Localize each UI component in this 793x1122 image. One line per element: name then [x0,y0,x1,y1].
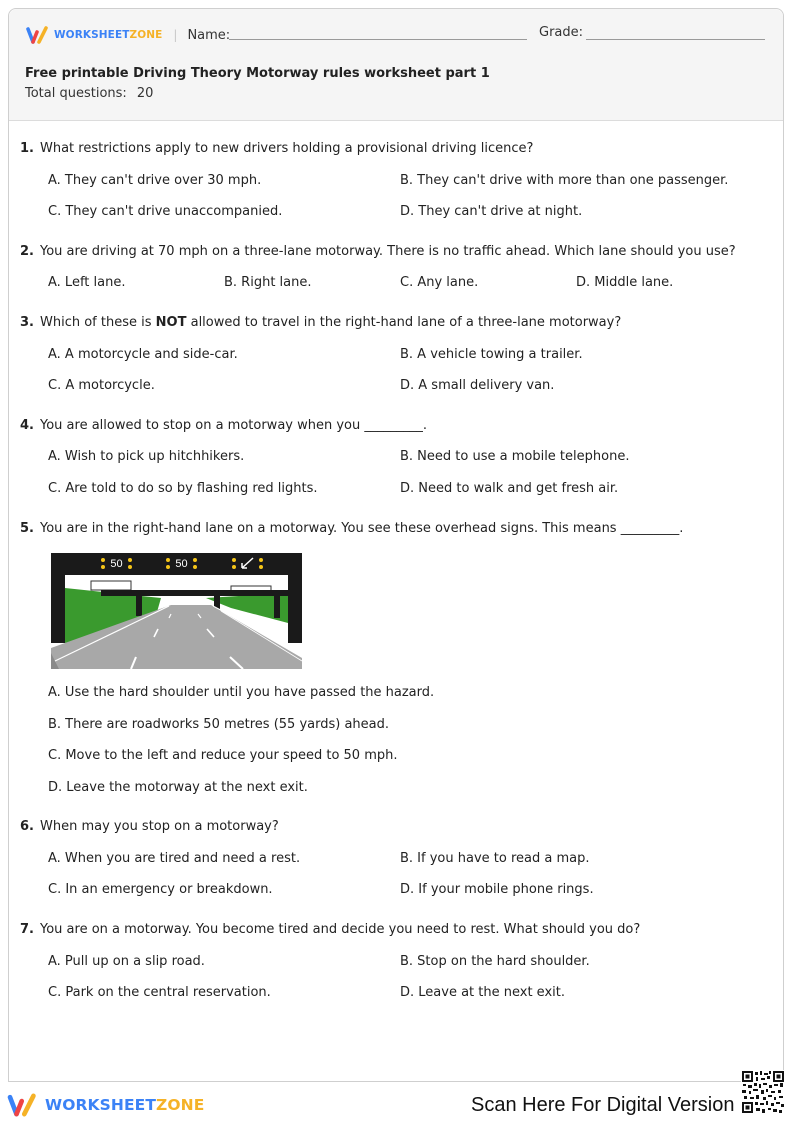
total-questions-value: 20 [136,86,154,101]
header-divider: | [173,28,178,42]
option-d[interactable]: D. Need to walk and get fresh air. [400,481,619,496]
option-c[interactable]: C. Move to the left and reduce your speed to 50 mph. [48,748,398,763]
option-a[interactable]: A. Wish to pick up hitchhikers. [48,449,245,464]
brand-word-zone: ZONE [129,29,163,41]
worksheet-page [8,8,784,1082]
option-a[interactable]: A. A motorcycle and side-car. [48,347,238,362]
question-number: 3. [20,315,34,330]
worksheetzone-logo-icon [6,1092,40,1118]
question-text-part: Which of these is [40,315,156,330]
speed-limit-text: 50 [110,558,123,570]
option-c[interactable]: C. Are told to do so by flashing red lights. [48,481,318,496]
option-a[interactable]: A. When you are tired and need a rest. [48,851,301,866]
question-text: You are allowed to stop on a motorway when you _________. [40,418,427,433]
option-b[interactable]: B. They can't drive with more than one passenger. [400,173,729,188]
qr-code-icon[interactable] [741,1070,785,1114]
option-b[interactable]: B. Right lane. [224,275,312,290]
footer-logo [6,1092,204,1118]
header-logo-row [26,24,230,46]
option-c[interactable]: C. They can't drive unaccompanied. [48,204,283,219]
question-number: 4. [20,418,34,433]
option-a[interactable]: A. Use the hard shoulder until you have passed the hazard. [48,685,435,700]
motorway-overhead-signs-image [51,553,302,669]
question-number: 2. [20,244,34,259]
option-d[interactable]: D. If your mobile phone rings. [400,882,594,897]
option-d[interactable]: D. They can't drive at night. [400,204,583,219]
option-b[interactable]: B. Need to use a mobile telephone. [400,449,630,464]
option-a[interactable]: A. Left lane. [48,275,126,290]
option-c[interactable]: C. A motorcycle. [48,378,155,393]
brand-name [54,29,162,41]
option-d[interactable]: D. Leave at the next exit. [400,985,565,1000]
option-c[interactable]: C. Park on the central reservation. [48,985,271,1000]
question-number: 5. [20,521,34,536]
option-b[interactable]: B. There are roadworks 50 metres (55 yards) ahead. [48,717,390,732]
grade-field[interactable] [586,39,765,40]
question-text: What restrictions apply to new drivers holding a provisional driving licence? [40,141,534,156]
option-b[interactable]: B. Stop on the hard shoulder. [400,954,590,969]
option-c[interactable]: C. Any lane. [400,275,479,290]
option-d[interactable]: D. Middle lane. [576,275,674,290]
scan-for-digital-version-text: Scan Here For Digital Version [471,1094,735,1116]
question-text-part: allowed to travel in the right-hand lane of a three-lane motorway? [186,315,622,330]
speed-limit-text: 50 [175,558,188,570]
brand-name [45,1096,204,1114]
option-d[interactable]: D. Leave the motorway at the next exit. [48,780,308,795]
worksheet-title: Free printable Driving Theory Motorway rules worksheet part 1 [25,66,490,81]
name-field[interactable] [229,39,527,40]
question-text: You are on a motorway. You become tired and decide you need to rest. What should you do? [40,922,641,937]
option-b[interactable]: B. If you have to read a map. [400,851,590,866]
worksheet-header [9,9,783,121]
name-label: Name: [187,27,231,43]
option-c[interactable]: C. In an emergency or breakdown. [48,882,273,897]
question-text-emphasis: NOT [155,315,187,330]
total-questions-label: Total questions: [25,86,127,101]
grade-label: Grade: [539,25,584,40]
question-text: When may you stop on a motorway? [40,819,279,834]
worksheetzone-logo-icon [26,25,50,45]
question-number: 6. [20,819,34,834]
brand-word-worksheet: WORKSHEET [45,1096,157,1114]
option-a[interactable]: A. Pull up on a slip road. [48,954,205,969]
question-text [40,315,621,330]
option-a[interactable]: A. They can't drive over 30 mph. [48,173,262,188]
question-number: 7. [20,922,34,937]
brand-word-zone: ZONE [156,1096,205,1114]
total-questions [25,86,153,101]
question-text: You are in the right-hand lane on a motorway. You see these overhead signs. This means _________. [40,521,684,536]
question-number: 1. [20,141,34,156]
option-d[interactable]: D. A small delivery van. [400,378,555,393]
question-text: You are driving at 70 mph on a three-lane motorway. There is no traffic ahead. Which lane should you use? [40,244,736,259]
brand-word-worksheet: WORKSHEET [54,29,130,41]
option-b[interactable]: B. A vehicle towing a trailer. [400,347,583,362]
